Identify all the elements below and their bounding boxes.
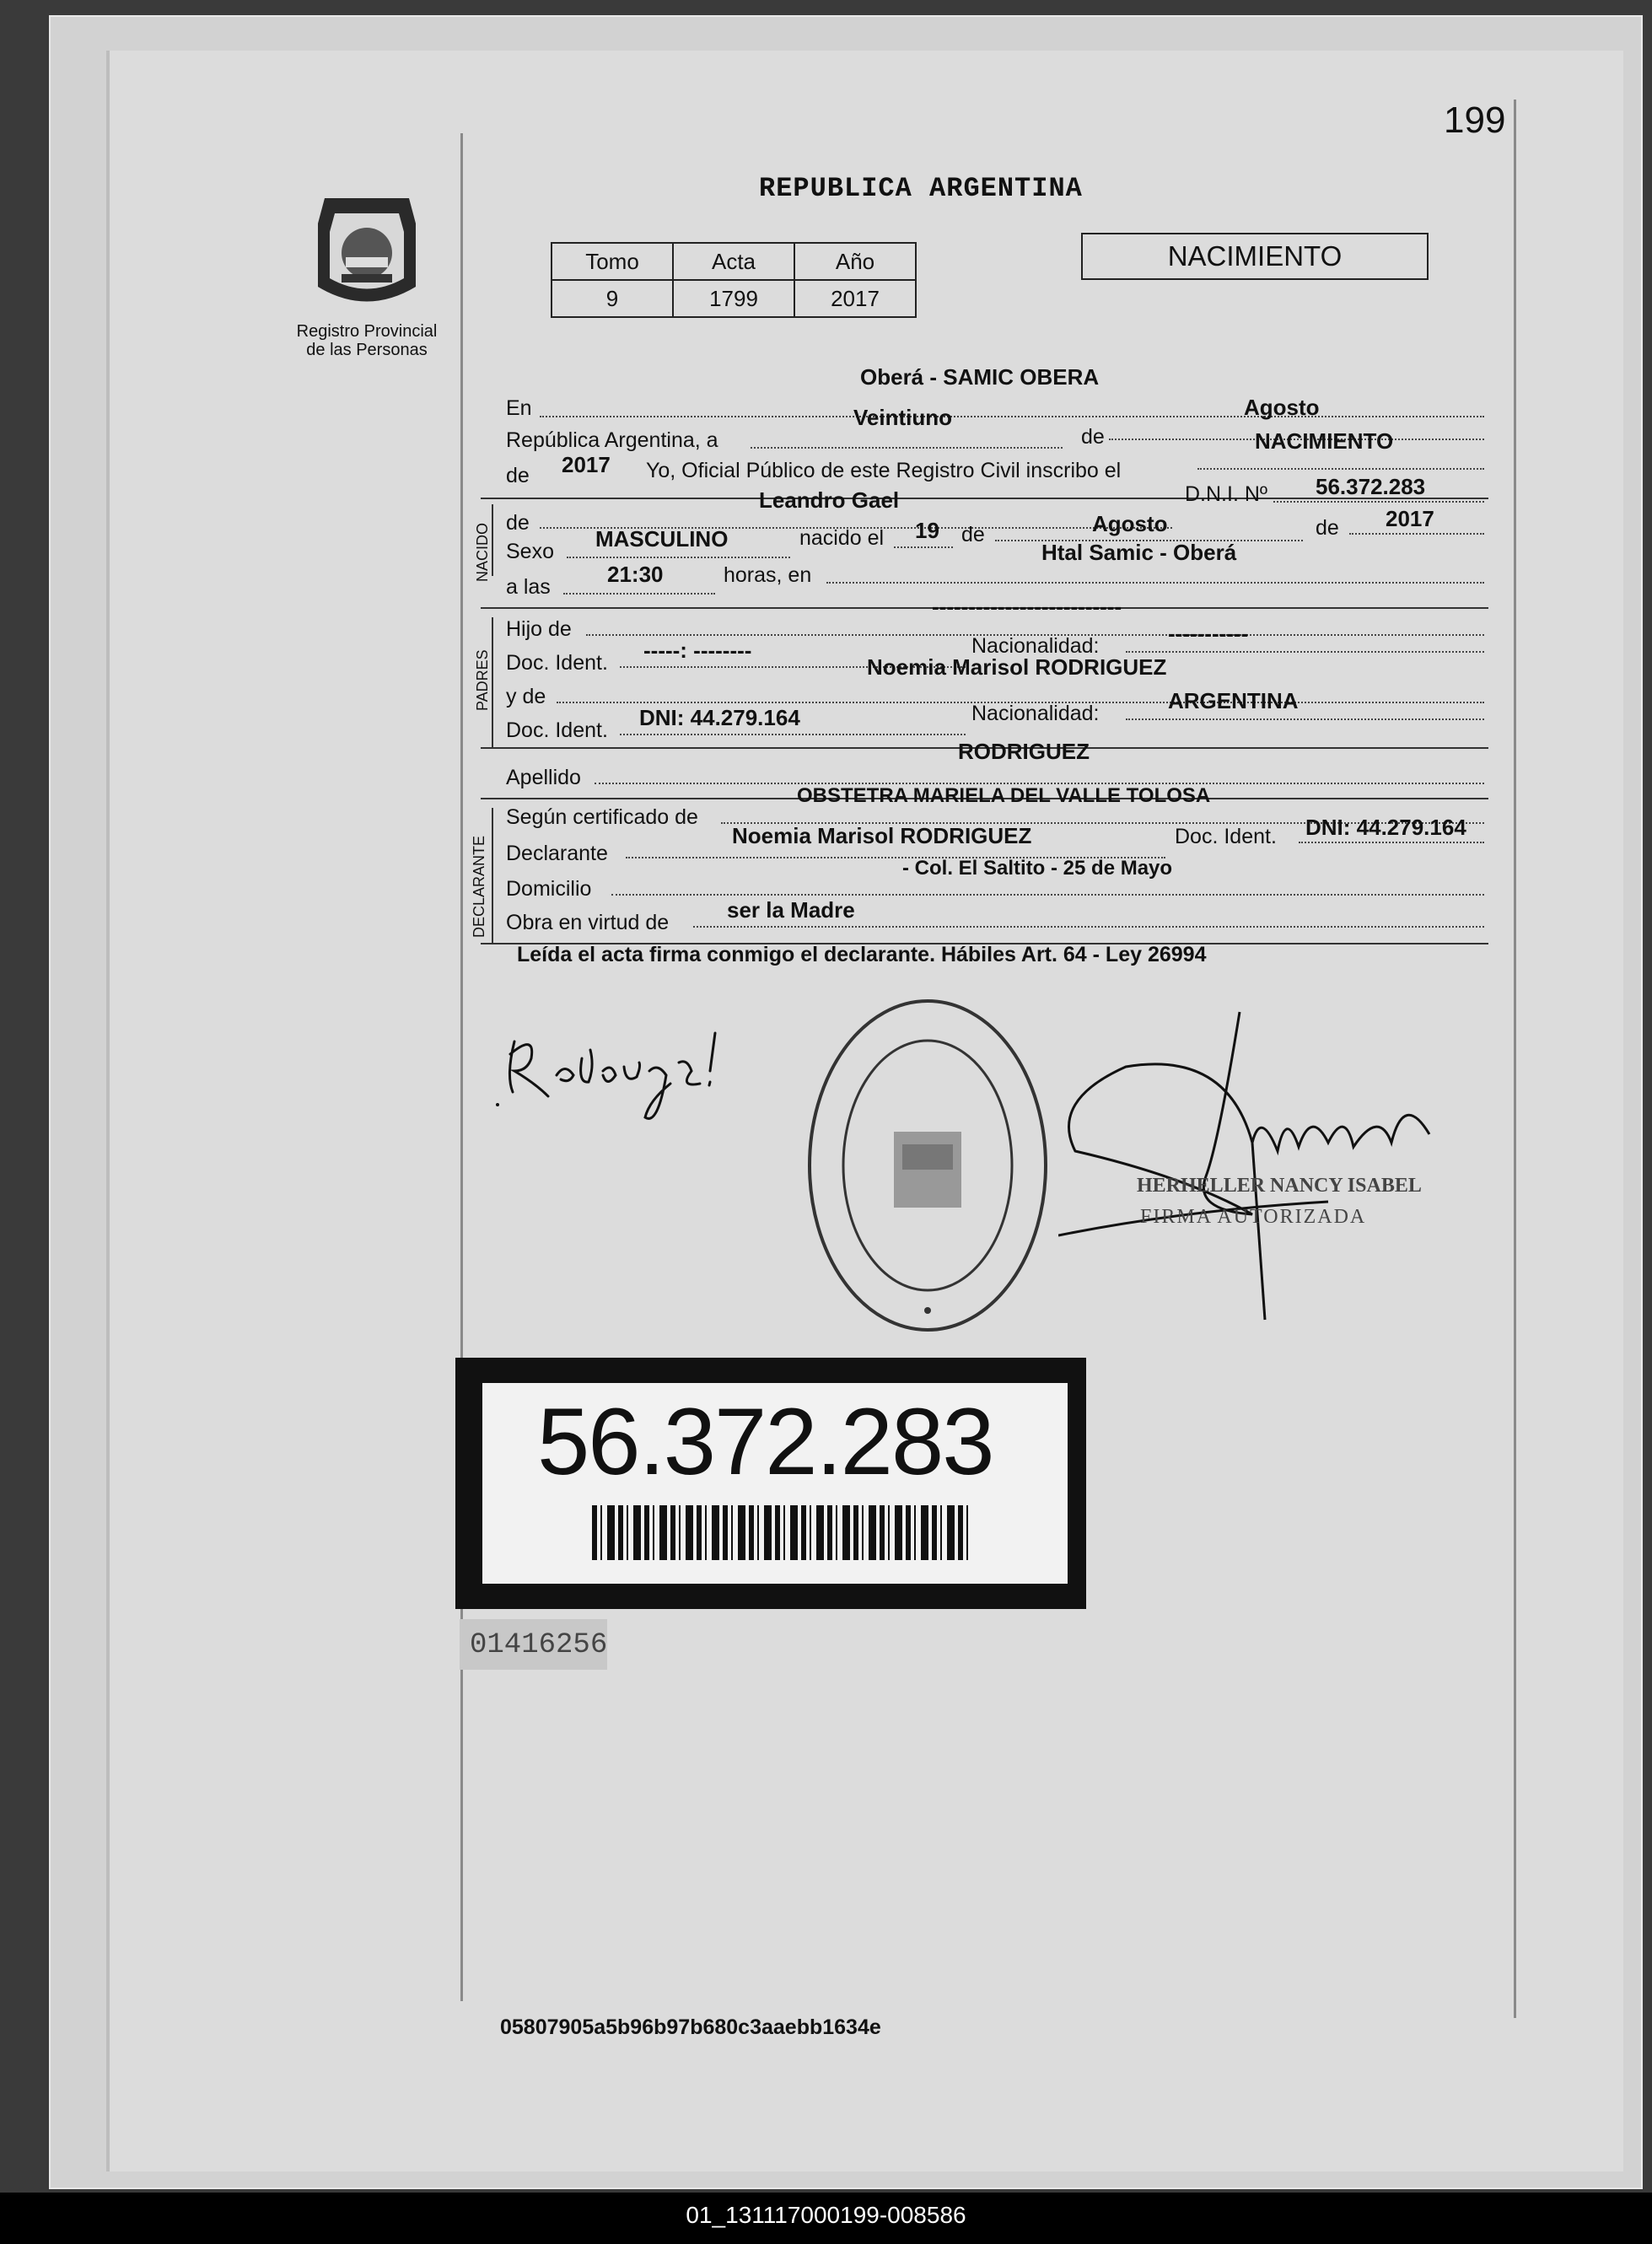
time-value: 21:30 [607,562,664,587]
yo-text: Yo, Oficial Público de este Registro Civil inscribo el [646,459,1122,482]
dotted-line [751,447,1063,449]
child-name-value: Leandro Gael [759,487,900,513]
doc1-label: Doc. Ident. [506,651,608,675]
doc1-value: -----: -------- [643,638,752,663]
declarante-value: Noemia Marisol RODRIGUEZ [732,823,1032,848]
dotted-line [567,557,790,558]
barcode-sticker [455,1358,1086,1609]
birth-day-value: 19 [915,518,939,543]
apellido-label: Apellido [506,766,581,789]
nac1-value: ----------- [1168,621,1249,646]
dotted-line [1126,651,1484,653]
year-value: 2017 [562,452,611,477]
republica-label: República Argentina, a [506,428,718,452]
de-label: de [1081,425,1105,449]
registry-table [551,242,917,318]
a-las-label: a las [506,575,551,599]
logo-caption-1: Registro Provincial [296,322,438,341]
hijo-label: Hijo de [506,617,572,641]
birth-month-value: Agosto [1092,511,1168,536]
declarante-label: Declarante [506,842,608,865]
dotted-line [1299,842,1484,843]
table-cell-anio: 2017 [794,280,916,317]
apellido-value: RODRIGUEZ [958,739,1090,764]
section-bracket [492,617,493,748]
barcode-bars [592,1505,971,1560]
dotted-line [1197,468,1484,470]
inscribe-value: NACIMIENTO [1255,428,1394,454]
obra-value: ser la Madre [727,897,855,923]
table-cell-acta: 1799 [673,280,794,317]
officer-caption: FIRMA AUTORIZADA [1140,1206,1367,1228]
certificado-label: Según certificado de [506,805,698,829]
dotted-line [540,416,1484,417]
doc2-value: DNI: 44.279.164 [639,705,800,730]
day-value: Veintiuno [853,405,952,430]
serial-sticker [460,1619,607,1670]
officer-name: HERHELLER NANCY ISABEL [1137,1175,1422,1197]
declarante-doc-value: DNI: 44.279.164 [1305,815,1466,840]
dotted-line [894,546,953,548]
certificado-value: OBSTETRA MARIELA DEL VALLE TOLOSA [797,784,1211,807]
place-value: Htal Samic - Oberá [1041,540,1237,565]
nac1-label: Nacionalidad: [971,634,1100,658]
mother-value: Noemia Marisol RODRIGUEZ [867,654,1167,680]
en-value: Oberá - SAMIC OBERA [860,364,1100,390]
section-bracket [492,808,493,943]
obra-label: Obra en virtud de [506,911,670,934]
dotted-line [693,926,1484,928]
page-number: 199 [1444,100,1506,141]
right-margin-line [1514,100,1516,2018]
nacido-el-label: nacido el [799,526,885,550]
month-value: Agosto [1244,395,1320,420]
nac2-value: ARGENTINA [1168,688,1299,713]
table-cell-tomo: 9 [552,280,673,317]
en-label: En [506,396,532,420]
record-type-box: NACIMIENTO [1081,233,1429,280]
nacido-de-label: de [506,511,530,535]
table-header: Año [794,243,916,280]
misiones-logo [308,190,426,320]
dotted-line [1349,533,1484,535]
table-header: Tomo [552,243,673,280]
declarante-section-label: DECLARANTE [471,835,487,938]
logo-caption-2: de las Personas [306,341,428,359]
horas-label: horas, en [724,563,812,587]
dotted-line [1126,718,1484,720]
footer-bar [0,2193,1652,2244]
dotted-line [826,582,1484,584]
domicilio-label: Domicilio [506,877,592,901]
footer-id: 01_131117000199-008586 [686,2202,966,2228]
barcode-label [482,1383,1068,1584]
country-title: REPUBLICA ARGENTINA [759,173,1083,204]
dotted-line [620,734,966,735]
document-hash: 05807905a5b96b97b680c3aaebb1634e [500,2015,881,2039]
dotted-line [1273,501,1484,503]
dotted-line [563,593,715,595]
dni-label: D.N.I. Nº [1185,482,1268,506]
barcode-number: 56.372.283 [537,1389,993,1494]
officer-signature [1058,1008,1446,1328]
dotted-line [611,894,1484,896]
yde-label: y de [506,685,546,708]
padres-section-label: PADRES [474,649,491,711]
dni-value: 56.372.283 [1316,474,1426,499]
birth-year-value: 2017 [1386,506,1434,531]
closing-text: Leída el acta firma conmigo el declarante. Hábiles Art. 64 - Ley 26994 [517,943,1207,966]
serial-number: 01416256 [470,1629,608,1661]
declarante-doc-label: Doc. Ident. [1175,825,1277,848]
nac2-label: Nacionalidad: [971,702,1100,725]
sexo-value: MASCULINO [595,526,729,552]
sexo-label: Sexo [506,540,554,563]
doc2-label: Doc. Ident. [506,718,608,742]
declarant-signature [489,1025,759,1151]
official-stamp [801,997,1054,1343]
left-margin-line [460,133,463,2001]
padres-top-dash: -------------------------- [932,594,1122,619]
table-header: Acta [673,243,794,280]
nacido-de-label-3: de [1316,516,1339,540]
section-bracket [492,504,493,576]
nacido-section-label: NACIDO [474,522,491,582]
domicilio-value: - Col. El Saltito - 25 de Mayo [902,857,1173,880]
nacido-de-label-2: de [961,523,985,546]
de2-label: de [506,464,530,487]
